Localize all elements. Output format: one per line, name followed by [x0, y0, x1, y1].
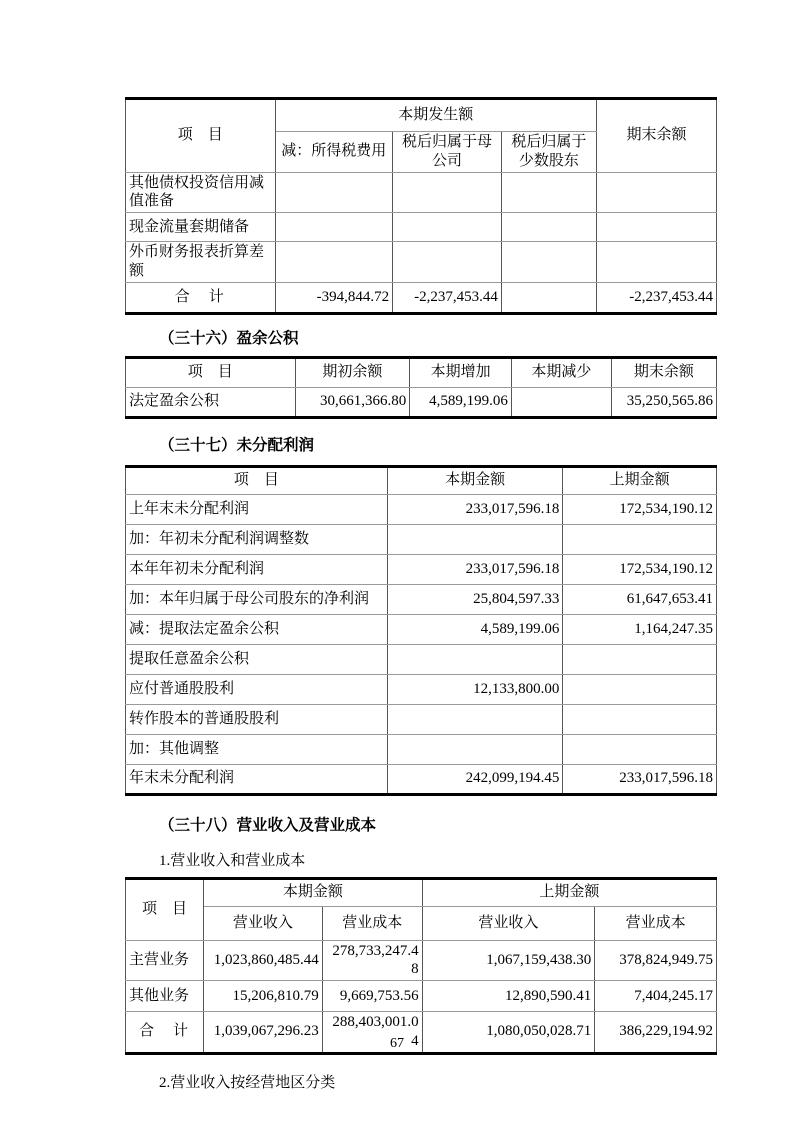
table-row	[126, 614, 717, 644]
cell-prior	[563, 704, 717, 734]
table-row	[126, 387, 717, 417]
cell-minority	[501, 282, 596, 313]
col-header-current-group: 本期金额	[204, 878, 423, 906]
table-row	[126, 940, 717, 981]
row-label: 提取任意盈余公积	[126, 644, 388, 674]
col-header-current-cost: 营业成本	[322, 906, 422, 940]
cell-prior: 1,164,247.35	[563, 614, 717, 644]
section-heading-revenue-cost: （三十八）营业收入及营业成本	[159, 816, 377, 834]
surplus-reserve-table	[125, 356, 717, 419]
cell-current	[387, 644, 563, 674]
retained-earnings-table	[125, 465, 717, 796]
revenue-cost-table	[125, 877, 717, 1055]
col-header-item: 项 目	[126, 878, 204, 940]
cell-increase: 4,589,199.06	[410, 387, 512, 417]
col-header-item: 项 目	[126, 466, 388, 494]
cell-current-revenue: 1,039,067,296.23	[204, 1012, 323, 1054]
cell-prior-revenue: 1,080,050,028.71	[422, 1012, 595, 1054]
row-label: 加：年初未分配利润调整数	[126, 524, 388, 554]
table-row	[126, 172, 717, 213]
cell-prior: 172,534,190.12	[563, 494, 717, 524]
table-total-row	[126, 282, 717, 313]
cell-current: 25,804,597.33	[387, 584, 563, 614]
cell-tax: -394,844.72	[275, 282, 393, 313]
cell-ending: -2,237,453.44	[596, 282, 716, 313]
row-label: 转作股本的普通股股利	[126, 704, 388, 734]
row-label: 现金流量套期储备	[126, 213, 276, 242]
col-header-current-period-group: 本期发生额	[275, 99, 596, 132]
row-label: 加：其他调整	[126, 734, 388, 764]
row-label: 主营业务	[126, 940, 204, 981]
table-row	[126, 981, 717, 1012]
cell-parent	[393, 242, 502, 283]
table-row	[126, 704, 717, 734]
cell-prior-cost: 7,404,245.17	[595, 981, 717, 1012]
col-header-after-tax-minority: 税后归属于少数股东	[501, 132, 596, 173]
cell-prior-cost: 386,229,194.92	[595, 1012, 717, 1054]
cell-prior	[563, 674, 717, 704]
cell-prior	[563, 644, 717, 674]
col-header-ending-balance: 期末余额	[596, 99, 716, 173]
cell-tax	[275, 242, 393, 283]
cell-parent	[393, 172, 502, 213]
col-header-increase: 本期增加	[410, 357, 512, 387]
cell-current: 242,099,194.45	[387, 764, 563, 794]
row-label-total: 合 计	[126, 1012, 204, 1054]
row-label: 减：提取法定盈余公积	[126, 614, 388, 644]
row-label: 上年末未分配利润	[126, 494, 388, 524]
cell-prior	[563, 524, 717, 554]
cell-current: 233,017,596.18	[387, 554, 563, 584]
subsection-revenue-cost-1: 1.营业收入和营业成本	[159, 852, 306, 869]
cell-current-cost: 9,669,753.56	[322, 981, 422, 1012]
cell-current-revenue: 1,023,860,485.44	[204, 940, 323, 981]
col-header-prior-group: 上期金额	[422, 878, 716, 906]
col-header-current-revenue: 营业收入	[204, 906, 323, 940]
table-header-row	[126, 466, 717, 494]
row-label: 其他业务	[126, 981, 204, 1012]
row-label: 本年年初未分配利润	[126, 554, 388, 584]
col-header-beginning-balance: 期初余额	[295, 357, 410, 387]
col-header-item: 项 目	[126, 357, 296, 387]
table-row	[126, 674, 717, 704]
cell-current: 12,133,800.00	[387, 674, 563, 704]
cell-parent: -2,237,453.44	[393, 282, 502, 313]
row-label: 应付普通股股利	[126, 674, 388, 704]
col-header-less-income-tax: 减：所得税费用	[275, 132, 393, 173]
cell-minority	[501, 172, 596, 213]
row-label: 其他债权投资信用减值准备	[126, 172, 276, 213]
section-heading-retained-earnings: （三十七）未分配利润	[159, 436, 315, 454]
table-subheader-row	[126, 906, 717, 940]
table-row	[126, 242, 717, 283]
col-header-current-amount: 本期金额	[387, 466, 563, 494]
table-row	[126, 644, 717, 674]
cell-current: 4,589,199.06	[387, 614, 563, 644]
table-row	[126, 554, 717, 584]
col-header-after-tax-parent: 税后归属于母公司	[393, 132, 502, 173]
table-row	[126, 494, 717, 524]
cell-current-revenue: 15,206,810.79	[204, 981, 323, 1012]
cell-prior: 61,647,653.41	[563, 584, 717, 614]
table-header-row	[126, 357, 717, 387]
cell-tax	[275, 213, 393, 242]
table-header-row	[126, 878, 717, 906]
cell-current	[387, 524, 563, 554]
cell-tax	[275, 172, 393, 213]
table-row	[126, 764, 717, 794]
col-header-prior-cost: 营业成本	[595, 906, 717, 940]
cell-current: 233,017,596.18	[387, 494, 563, 524]
cell-current-cost: 288,403,001.04	[322, 1012, 422, 1054]
cell-current	[387, 734, 563, 764]
table-row	[126, 584, 717, 614]
cell-minority	[501, 242, 596, 283]
row-label: 年末未分配利润	[126, 764, 388, 794]
cell-prior-revenue: 1,067,159,438.30	[422, 940, 595, 981]
equity-change-table	[125, 97, 717, 315]
cell-current	[387, 704, 563, 734]
col-header-prior-revenue: 营业收入	[422, 906, 595, 940]
col-header-decrease: 本期减少	[511, 357, 611, 387]
cell-ending	[596, 172, 716, 213]
col-header-prior-amount: 上期金额	[563, 466, 717, 494]
cell-minority	[501, 213, 596, 242]
col-header-item: 项 目	[126, 99, 276, 173]
cell-ending	[596, 213, 716, 242]
table-row	[126, 213, 717, 242]
cell-decrease	[511, 387, 611, 417]
cell-ending	[596, 242, 716, 283]
table-row	[126, 524, 717, 554]
cell-parent	[393, 213, 502, 242]
subsection-revenue-cost-2: 2.营业收入按经营地区分类	[159, 1074, 336, 1091]
cell-prior	[563, 734, 717, 764]
cell-prior-cost: 378,824,949.75	[595, 940, 717, 981]
row-label-total: 合 计	[126, 282, 276, 313]
row-label: 法定盈余公积	[126, 387, 296, 417]
row-label: 加：本年归属于母公司股东的净利润	[126, 584, 388, 614]
cell-prior-revenue: 12,890,590.41	[422, 981, 595, 1012]
col-header-ending-balance: 期末余额	[611, 357, 716, 387]
cell-ending: 35,250,565.86	[611, 387, 716, 417]
section-heading-surplus-reserve: （三十六）盈余公积	[159, 329, 299, 347]
table-header-row	[126, 99, 717, 132]
page-content	[125, 97, 717, 1092]
cell-current-cost: 278,733,247.48	[322, 940, 422, 981]
cell-prior: 172,534,190.12	[563, 554, 717, 584]
table-row	[126, 734, 717, 764]
cell-prior: 233,017,596.18	[563, 764, 717, 794]
cell-beginning: 30,661,366.80	[295, 387, 410, 417]
page-number: 67	[390, 1036, 404, 1051]
row-label: 外币财务报表折算差额	[126, 242, 276, 283]
